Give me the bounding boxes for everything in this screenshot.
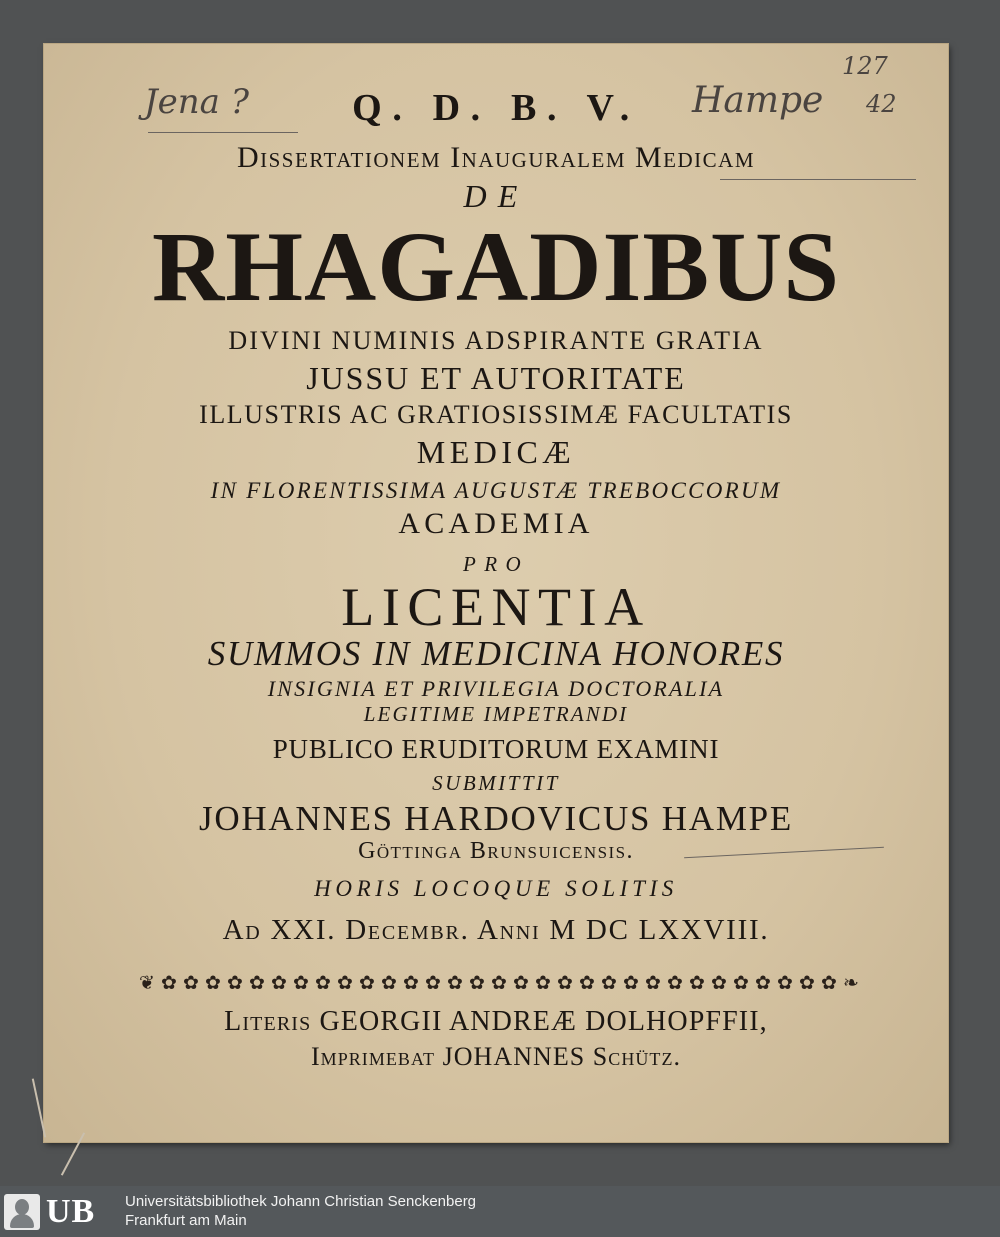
de-line: DE (463, 178, 529, 214)
handwritten-shelfmark-bottom: 42 (866, 90, 897, 118)
florentissima-line: IN FLORENTISSIMA AUGUSTÆ TREBOCCORUM (210, 478, 782, 503)
printer-line: Literis GEORGII ANDREÆ DOLHOPFFII, (224, 1006, 768, 1037)
handwritten-author-note: Hampe (692, 80, 824, 121)
imprimebat-line: Imprimebat JOHANNES Schütz. (310, 1042, 682, 1071)
date-line: Ad XXI. Decembr. Anni M DC LXXVIII. (222, 914, 770, 946)
senckenberg-bust-icon (4, 1194, 40, 1230)
publico-line: PUBLICO ERUDITORUM EXAMINI (272, 734, 720, 764)
library-logo[interactable] (4, 1192, 120, 1232)
library-city: Frankfurt am Main (125, 1212, 247, 1229)
submittit-line: SUBMITTIT (432, 771, 560, 795)
legitime-line: LEGITIME IMPETRANDI (363, 702, 629, 726)
ub-logo-text: UB (46, 1193, 96, 1230)
handwritten-shelfmark-top: 127 (842, 52, 888, 80)
medicae-line: MEDICÆ (416, 434, 576, 470)
academia-line: ACADEMIA (398, 507, 594, 540)
title-page (44, 44, 948, 1142)
illustris-line: ILLUSTRIS AC GRATIOSISSIMÆ FACULTATIS (199, 400, 793, 429)
handwritten-underline (148, 132, 298, 133)
summos-line: SUMMOS IN MEDICINA HONORES (207, 634, 785, 673)
jussu-line: JUSSU ET AUTORITATE (306, 360, 686, 396)
pro-line: PRO (462, 552, 530, 576)
qdbv-heading: Q. D. B. V. (352, 87, 640, 129)
dissertation-line: Dissertationem Inauguralem Medicam (236, 141, 756, 174)
main-title: RHAGADIBUS (152, 211, 840, 322)
library-footer (0, 1186, 1000, 1237)
horis-line: HORIS LOCOQUE SOLITIS (314, 876, 678, 901)
ornamental-border: ❦ ✿ ✿ ✿ ✿ ✿ ✿ ✿ ✿ ✿ ✿ ✿ ✿ ✿ ✿ ✿ ✿ ✿ ✿ ✿ ✿ ✿ ✿ ✿ ✿ ✿ ✿ ✿ ✿ ✿ ✿ ✿ ❧ (139, 972, 859, 994)
divini-line: DIVINI NUMINIS ADSPIRANTE GRATIA (228, 326, 764, 355)
licentia-line: LICENTIA (341, 577, 651, 637)
author-origin: Göttinga Brunsuicensis. (358, 838, 634, 864)
library-name: Universitätsbibliothek Johann Christian Senckenberg (125, 1193, 477, 1210)
insignia-line: INSIGNIA ET PRIVILEGIA DOCTORALIA (267, 676, 725, 701)
author-name: JOHANNES HARDOVICUS HAMPE (198, 799, 794, 838)
handwritten-place-note: Jena ? (144, 82, 249, 122)
